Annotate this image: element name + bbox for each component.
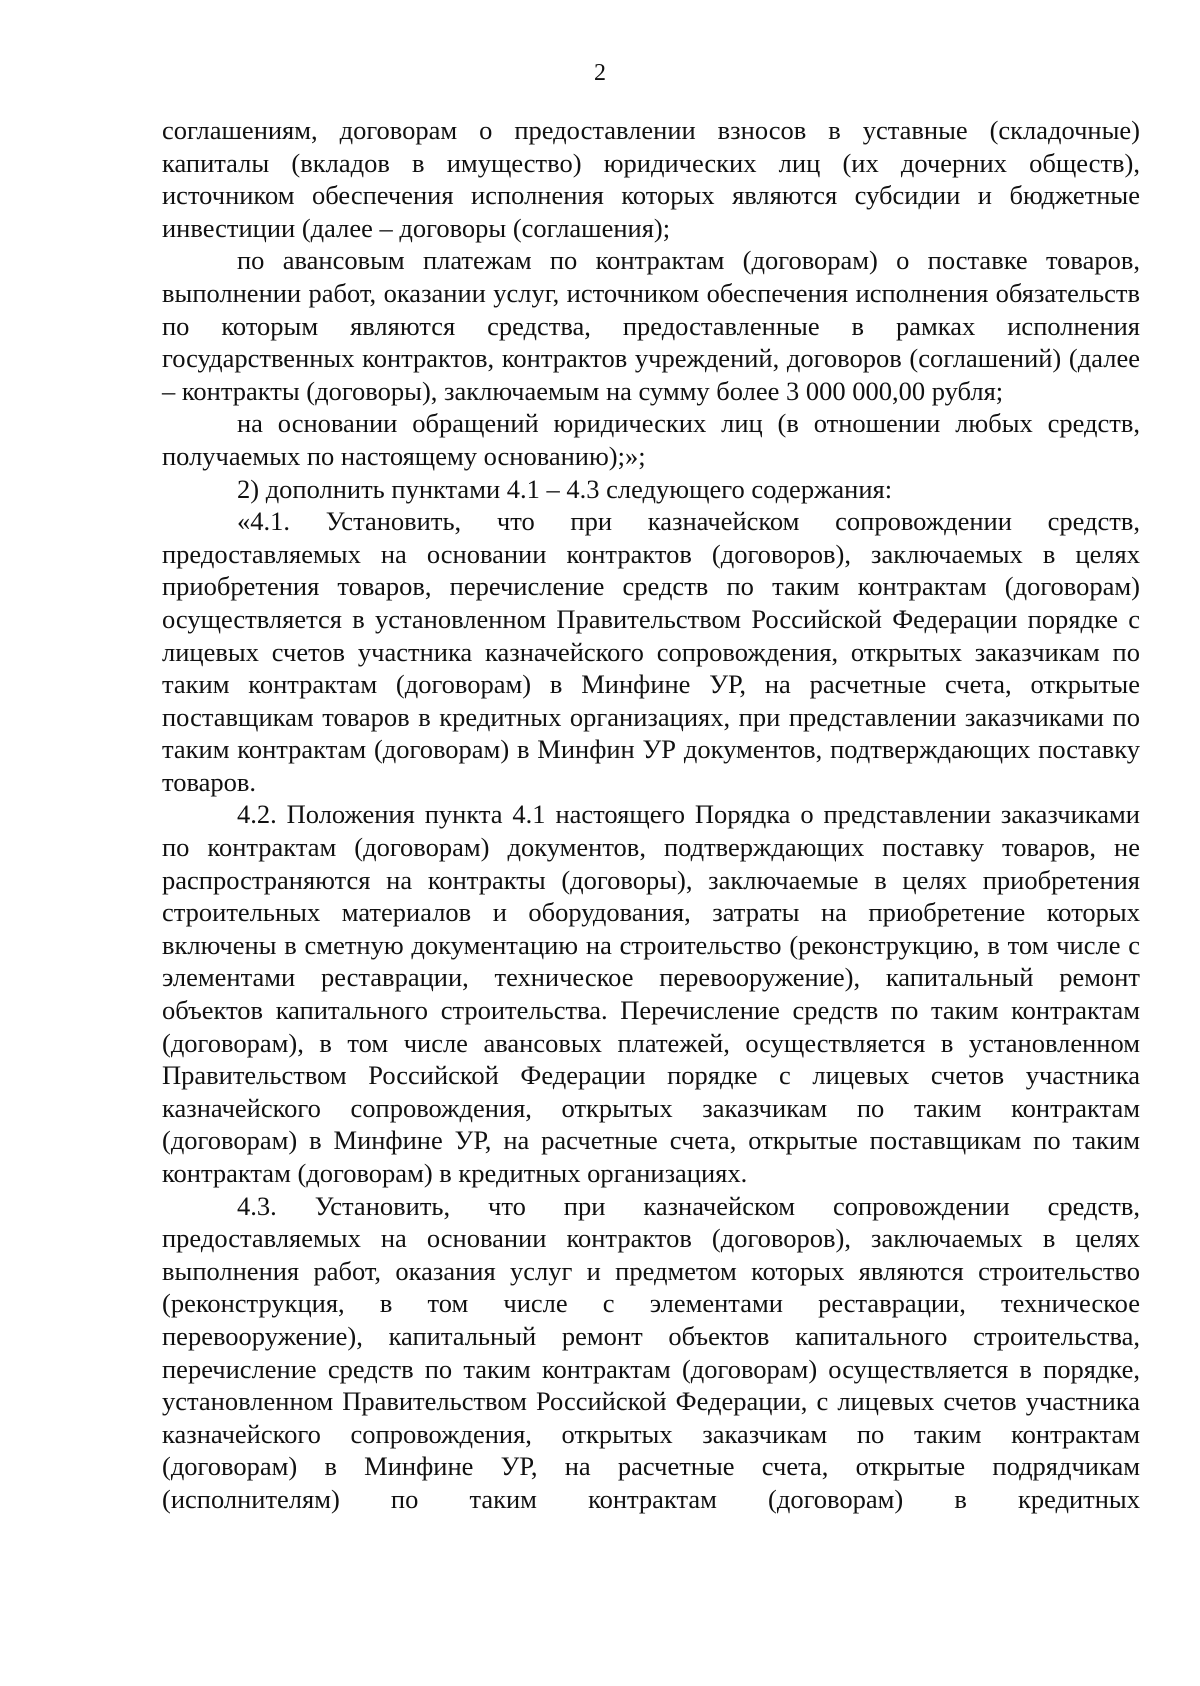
paragraph-amendment-intro: 2) дополнить пунктами 4.1 – 4.3 следующего содержания: [237,473,893,504]
document-body [162,114,1140,1516]
paragraph-clause-4-3: 4.3. Установить, что при казначейском сопровождении средств, предоставляемых на основании контрактов (договоров), заключаемых в целях выполнения работ, оказания услуг и предметом которых являются строительство (реконструкция, в том числе с элементами реставрации, техническое перевооружение), капитальный ремонт объектов капитального строительства, перечисление средств по таким контрактам (договорам) осуществляется в порядке, установленном Правительством Российской Федерации, с лицевых счетов участника казначейского сопровождения, открытых заказчикам по таким контрактам (договорам) в Минфине УР, на расчетные счета, открытые подрядчикам (исполнителям) по таким контрактам (договорам) в кредитных [162,1190,1140,1514]
paragraph-legal-entities-requests: на основании обращений юридических лиц (в отношении любых средств, получаемых по настоящему основанию);»; [162,408,1140,471]
paragraph-clause-4-2: 4.2. Положения пункта 4.1 настоящего Порядка о представлении заказчиками по контрактам (договорам) документов, подтверждающих поставку товаров, не распространяются на контракты (договоры), заключаемые в целях приобретения строительных материалов и оборудования, затраты на приобретение которых включены в сметную документацию на строительство (реконструкцию, в том числе с элементами реставрации, техническое перевооружение), капитальный ремонт объектов капитального строительства. Перечисление средств по таким контрактам (договорам), в том числе авансовых платежей, осуществляется в установленном Правительством Российской Федерации порядке с лицевых счетов участника казначейского сопровождения, открытых заказчикам по таким контрактам (договорам) в Минфине УР, на расчетные счета, открытые поставщикам по таким контрактам (договорам) в кредитных организациях. [162,799,1140,1188]
paragraph-clause-4-1: «4.1. Установить, что при казначейском сопровождении средств, предоставляемых на основании контрактов (договоров), заключаемых в целях приобретения товаров, перечисление средств по таким контрактам (договорам) осуществляется в установленном Правительством Российской Федерации порядке с лицевых счетов участника казначейского сопровождения, открытых заказчикам по таким контрактам (договорам) в Минфине УР, на расчетные счета, открытые поставщикам товаров в кредитных организациях, при представлении заказчиками по таким контрактам (договорам) в Минфин УР документов, подтверждающих поставку товаров. [162,506,1140,797]
page-number: 2 [594,60,606,86]
paragraph-agreements-continuation: соглашениям, договорам о предоставлении взносов в уставные (складочные) капиталы (вкладов в имущество) юридических лиц (их дочерних обществ), источником обеспечения исполнения которых являются субсидии и бюджетные инвестиции (далее – договоры (соглашения); [162,115,1140,243]
paragraph-advance-payments: по авансовым платежам по контрактам (договорам) о поставке товаров, выполнении работ, оказании услуг, источником обеспечения исполнения обязательств по которым являются средства, предоставленные в рамках исполнения государственных контрактов, контрактов учреждений, договоров (соглашений) (далее – контракты (договоры), заключаемым на сумму более 3 000 000,00 рубля; [162,245,1140,406]
